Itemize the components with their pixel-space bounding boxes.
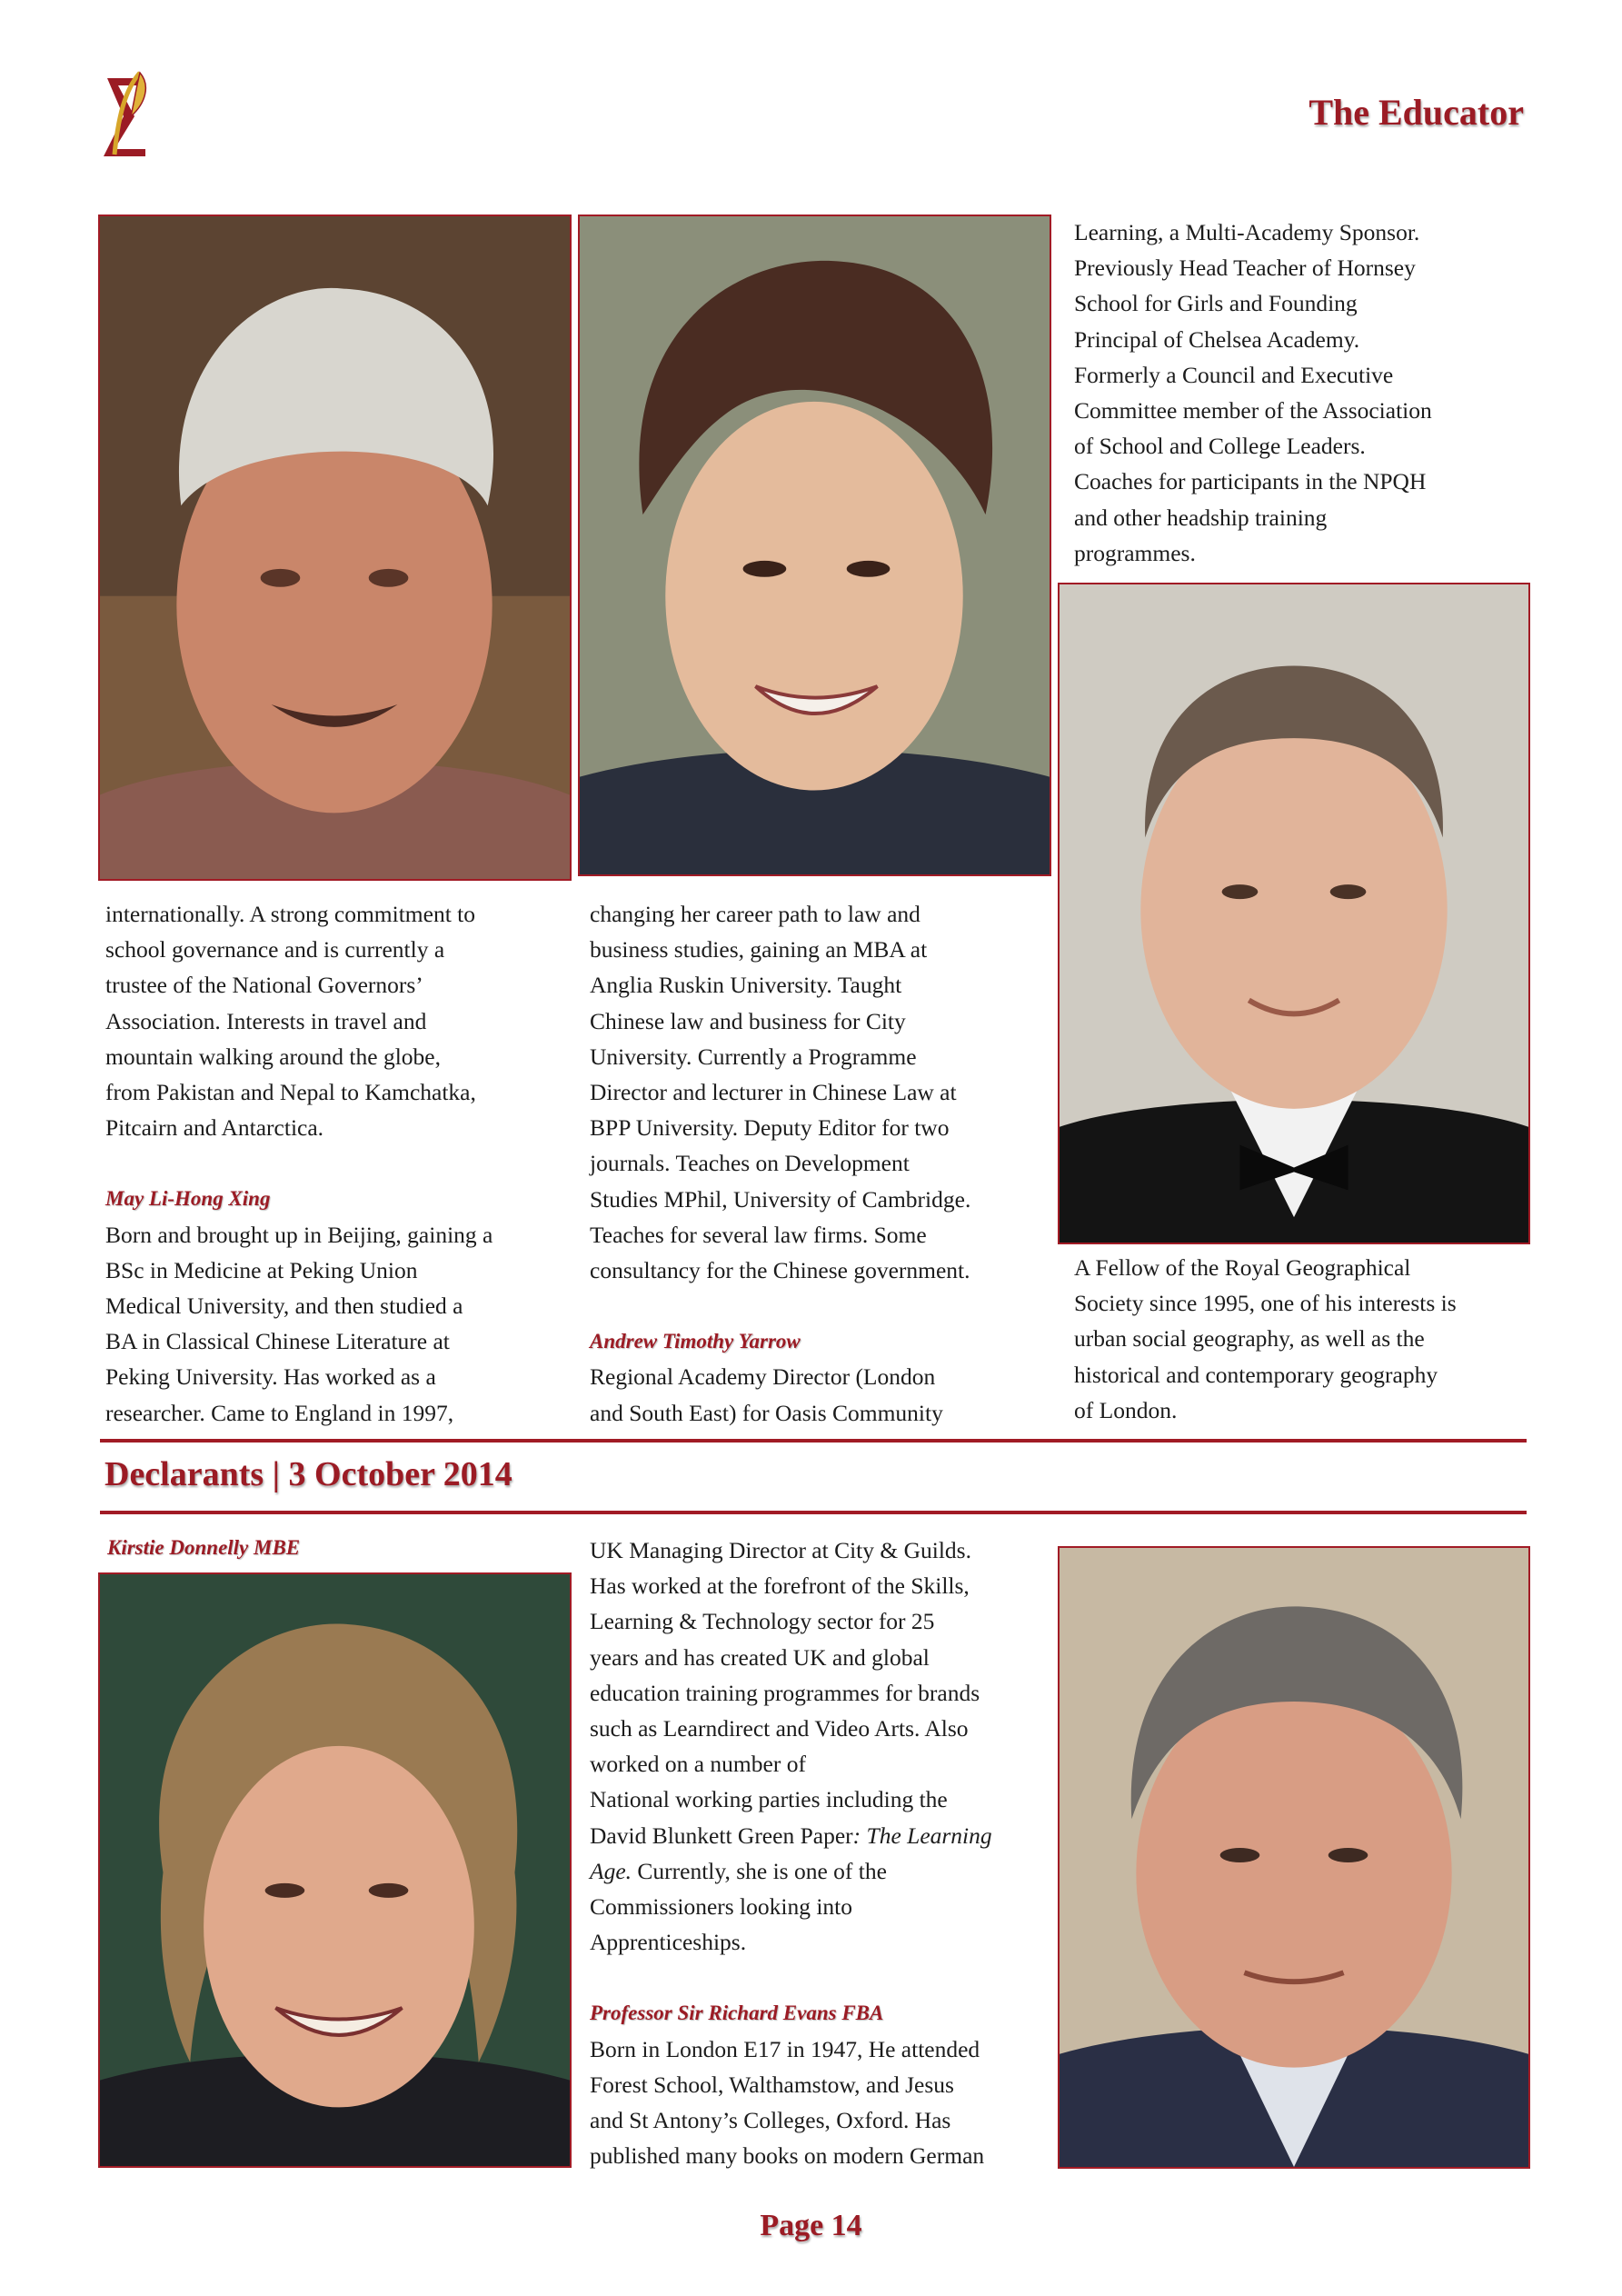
text-line: of London. [1074,1396,1178,1423]
text-line: Previously Head Teacher of Hornsey [1074,255,1416,282]
declarant-name: Andrew Timothy Yarrow [590,1330,801,1353]
column-3-top-text [1074,215,1528,571]
text-line: journals. Teaches on Development [590,1150,910,1177]
text-line: published many books on modern German [590,2142,985,2170]
text-line: and South East) for Oasis Community [590,1399,943,1426]
text-line: Anglia Ruskin University. Taught [590,972,902,999]
magazine-title: The Educator [1309,92,1524,133]
column-1-text [105,896,578,1431]
text-line: Commissioners looking into [590,1893,853,1921]
text-line: Director and lecturer in Chinese Law at [590,1079,957,1106]
text-line: and St Antony’s Colleges, Oxford. Has [590,2107,951,2134]
text-line: school governance and is currently a [105,936,445,963]
column-2-text [590,896,1062,1431]
text-line: such as Learndirect and Video Arts. Also [590,1715,969,1742]
portrait-photo-5 [1058,1546,1530,2169]
text-line: Peking University. Has worked as a [105,1363,436,1391]
text-line: historical and contemporary geography [1074,1361,1438,1388]
text-line: Learning & Technology sector for 25 [590,1608,935,1635]
text-line: Regional Academy Director (London [590,1363,936,1391]
text-line: Born in London E17 in 1947, He attended [590,2035,980,2062]
text-line: UK Managing Director at City & Guilds. [590,1537,971,1563]
text-line: consultancy for the Chinese government. [590,1257,970,1284]
text-line: University. Currently a Programme [590,1043,917,1070]
text-line: trustee of the National Governors’ [105,972,423,999]
text-line: Apprenticeships. [590,1929,747,1956]
text-line: business studies, gaining an MBA at [590,936,928,963]
text-line [590,1853,1062,1889]
text-line: changing her career path to law and [590,901,920,927]
text-line: Born and brought up in Beijing, gaining a [105,1221,493,1248]
portrait-photo-4 [98,1572,572,2168]
text-line: BA in Classical Chinese Literature at [105,1328,450,1355]
donnelly-bio [590,1532,1062,2173]
text-line: programmes. [1074,539,1196,566]
text-line: BSc in Medicine at Peking Union [105,1256,418,1283]
text-line: education training programmes for brands [590,1679,980,1706]
text-line: BPP University. Deputy Editor for two [590,1114,950,1142]
text-span: David Blunkett Green Paper [590,1822,853,1849]
text-line: Learning, a Multi-Academy Sponsor. [1074,219,1420,245]
text-line: Society since 1995, one of his interests is [1074,1290,1457,1317]
page-number: Page 14 [760,2209,862,2242]
text-line: Pitcairn and Antarctica. [105,1114,324,1142]
section-title: Declarants | 3 October 2014 [104,1455,512,1493]
text-line: A Fellow of the Royal Geographical [1074,1254,1411,1281]
text-line: worked on a number of [590,1751,806,1778]
text-line: of School and College Leaders. [1074,433,1366,460]
declarant-name: Kirstie Donnelly MBE [107,1536,301,1559]
text-line: Association. Interests in travel and [105,1007,427,1034]
declarant-name: Professor Sir Richard Evans FBA [590,2002,884,2025]
text-line: Medical University, and then studied a [105,1293,463,1320]
declarant-name: May Li-Hong Xing [105,1187,271,1211]
text-line: Committee member of the Association [1074,397,1432,424]
text-line: Has worked at the forefront of the Skills, [590,1572,970,1600]
text-line: internationally. A strong commitment to [105,901,476,927]
text-line: mountain walking around the globe, [105,1043,441,1070]
text-line: and other headship training [1074,504,1328,531]
text-line: from Pakistan and Nepal to Kamchatka, [105,1079,476,1106]
portrait-photo-3 [1058,583,1530,1244]
italic-title: Age. [590,1857,632,1884]
section-rule-bottom [100,1511,1527,1514]
text-line: Teaches for several law firms. Some [590,1221,927,1248]
text-line: Chinese law and business for City [590,1007,906,1034]
portrait-photo-1 [98,215,572,881]
text-line: Formerly a Council and Executive [1074,361,1394,388]
magazine-logo-icon [98,71,154,162]
italic-title: : The Learning [852,1822,992,1849]
text-line: School for Girls and Founding [1074,290,1358,317]
text-line [590,1818,1062,1853]
text-line: Studies MPhil, University of Cambridge. [590,1185,971,1213]
portrait-photo-2 [578,215,1051,876]
section-rule-top [100,1439,1527,1442]
text-line: Coaches for participants in the NPQH [1074,468,1427,495]
text-line: researcher. Came to England in 1997, [105,1399,454,1426]
text-line: urban social geography, as well as the [1074,1325,1425,1353]
text-line: years and has created UK and global [590,1643,930,1671]
column-3-mid-text [1074,1250,1528,1428]
text-line: Principal of Chelsea Academy. [1074,325,1360,353]
text-line: National working parties including the [590,1786,948,1813]
text-span: Currently, she is one of the [632,1857,887,1884]
text-line: Forest School, Walthamstow, and Jesus [590,2071,954,2098]
